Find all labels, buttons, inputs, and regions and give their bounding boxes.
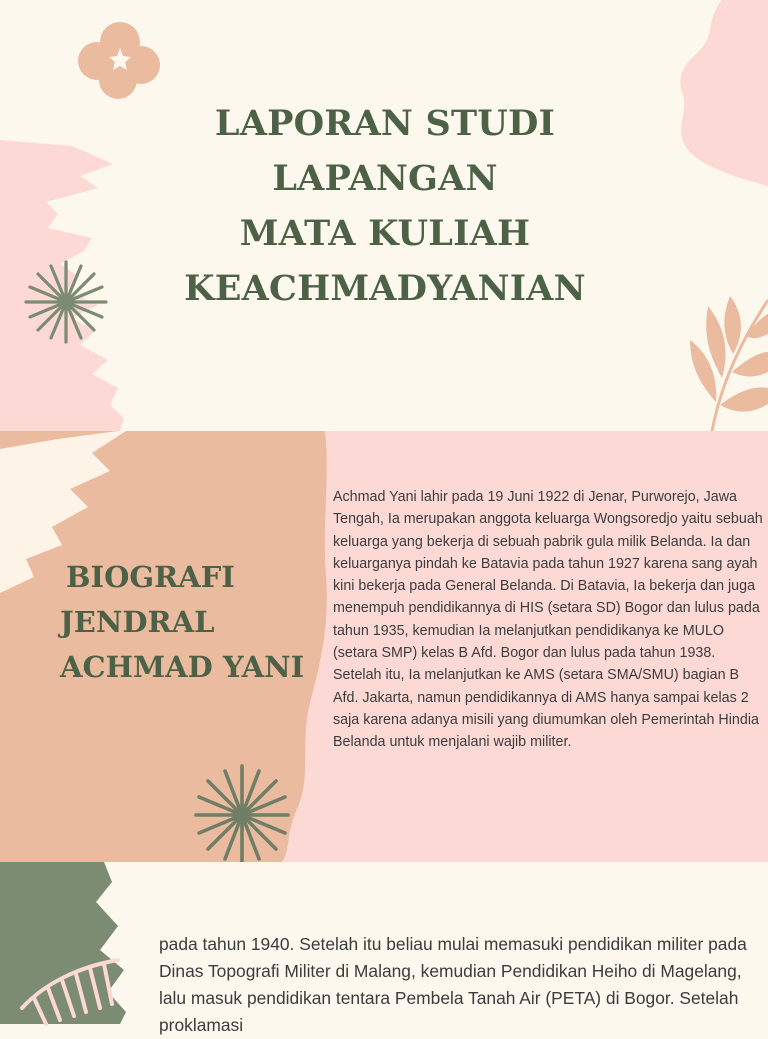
- leaf-branch-icon: [690, 296, 768, 431]
- biography-slide: [0, 431, 768, 862]
- biography-heading: [60, 555, 330, 690]
- starburst-icon: [26, 262, 106, 342]
- green-panel-shape: [0, 862, 126, 1024]
- cover-title-line: LAPORAN STUDI: [214, 103, 556, 144]
- cover-title: [130, 96, 640, 316]
- flower-icon: [78, 22, 160, 99]
- biography-heading-line: JENDRAL: [60, 605, 215, 639]
- cover-slide: [0, 0, 768, 431]
- continuation-body: pada tahun 1940. Setelah itu beliau mulai memasuki pendidikan militer pada Dinas Topografi Militer di Malang, kemudian Pendidikan Heiho di Magelang, lalu masuk pendidikan tentara Pembela Tanah Air (PETA) di Bogor. Setelah proklamasi: [159, 934, 747, 1035]
- biography-heading-line: ACHMAD YANI: [60, 650, 305, 684]
- pink-blob-shape: [680, 0, 768, 186]
- biography-heading-line: BIOGRAFI: [66, 560, 235, 594]
- pink-torn-shape: [0, 140, 124, 431]
- starburst-icon: [196, 766, 288, 862]
- cover-title-line: LAPANGAN: [272, 158, 498, 199]
- continuation-slide: [0, 862, 768, 1035]
- cover-title-line: KEACHMADYANIAN: [184, 268, 586, 309]
- biography-body: Achmad Yani lahir pada 19 Juni 1922 di Jenar, Purworejo, Jawa Tengah, Ia merupakan anggota keluarga Wongsoredjo yaitu sebuah keluarga yang bekerja di sebuah pabrik gula milik Belanda. Ia dan keluarganya pindah ke Batavia pada tahun 1927 karena sang ayah kini bekerja pada General Belanda. Di Batavia, Ia bekerja dan juga menempuh pendidikannya di HIS (setara SD) Bogor dan lulus pada tahun 1935, kemudian Ia melanjutkan pendidikanya ke MULO (setara SMP) kelas B Afd. Bogor dan lulus pada tahun 1938. Setelah itu, Ia melanjutkan ke AMS (setara SMA/SMU) bagian B Afd. Jakarta, namun pendidikannya di AMS hanya sampai kelas 2 saja karena adanya misili yang diumumkan oleh Pemerintah Hindia Belanda untuk menjalani wajib militer.: [333, 489, 763, 751]
- cover-title-line: MATA KULIAH: [239, 213, 531, 254]
